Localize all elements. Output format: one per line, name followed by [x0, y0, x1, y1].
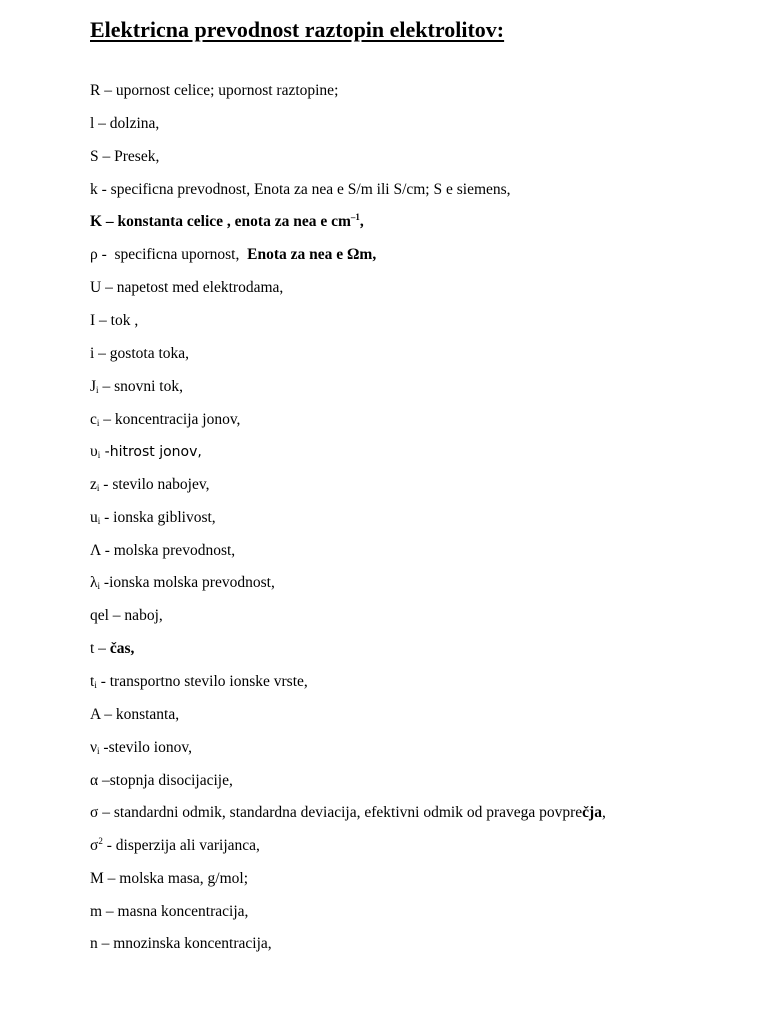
velocity-symbol: υ: [90, 443, 98, 460]
velocity-text: -hitrost jonov,: [100, 444, 202, 460]
std-deviation-tail: ,: [601, 804, 606, 821]
list-item-current-density: i – gostota toka,: [90, 345, 190, 362]
ionic-conductivity-text: -ionska molska prevodnost,: [100, 574, 275, 591]
list-item-velocity: [90, 442, 202, 462]
list-item-number-of-ions: [90, 738, 192, 758]
charge-number-subscript: i: [96, 483, 100, 493]
list-item-cell-constant: [90, 212, 364, 232]
list-item-variance: [90, 836, 260, 856]
flux-text: – snovni tok,: [98, 378, 183, 395]
list-item-mass-concentration: m – masna koncentracija,: [90, 903, 249, 920]
list-item-r: R – upornost celice; upornost raztopine;: [90, 82, 339, 99]
cell-constant-text: K – konstanta celice , enota za nea e cm: [90, 213, 351, 230]
std-deviation-lead: σ – standardni odmik, standardna deviacija, efektivni odmik od pravega povpre: [90, 804, 583, 821]
transport-text: - transportno stevilo ionske vrste,: [96, 673, 308, 690]
rho-unit: Enota za nea e Ωm,: [247, 246, 377, 263]
page-title: Elektricna prevodnost raztopin elektrolitov:: [90, 17, 505, 42]
list-item-std-deviation: [90, 803, 606, 823]
list-item-l: l – dolzina,: [90, 115, 160, 132]
list-item-concentration: [90, 410, 240, 430]
list-item-s: S – Presek,: [90, 148, 160, 165]
list-item-ionic-molar-conductivity: [90, 573, 275, 593]
flux-subscript: i: [96, 385, 99, 395]
ionic-conductivity-subscript: i: [97, 581, 101, 591]
list-item-rho: [90, 245, 376, 265]
charge-number-symbol: z: [90, 476, 97, 493]
list-item-flux: [90, 377, 183, 397]
cell-constant-exponent: –1: [350, 212, 360, 222]
ions-subscript: i: [97, 746, 100, 756]
list-item-time: [90, 639, 134, 659]
list-item-charge: qel – naboj,: [90, 607, 163, 624]
mobility-symbol: u: [90, 509, 98, 526]
variance-superscript: 2: [98, 836, 103, 846]
list-item-transport-number: [90, 672, 308, 692]
list-item-current: I – tok ,: [90, 312, 139, 329]
list-item-charge-number: [90, 475, 209, 495]
list-item-voltage: U – napetost med elektrodama,: [90, 279, 284, 296]
flux-symbol: J: [90, 378, 97, 395]
concentration-subscript: i: [96, 418, 100, 428]
time-lead: t –: [90, 640, 110, 657]
ionic-conductivity-symbol: λ: [90, 574, 98, 591]
variance-text: - disperzija ali varijanca,: [102, 837, 260, 854]
concentration-symbol: c: [90, 411, 97, 428]
ions-text: -stevilo ionov,: [99, 739, 192, 756]
rho-lead: ρ - specificna upornost,: [90, 246, 248, 263]
mobility-subscript: i: [97, 516, 101, 526]
cell-constant-tail: ,: [359, 213, 364, 230]
list-item-k: k - specificna prevodnost, Enota za nea e S/m ili S/cm; S e siemens,: [90, 181, 511, 198]
std-deviation-bold: čja: [582, 804, 602, 821]
ions-symbol: ν: [90, 739, 98, 756]
list-item-dissociation: α –stopnja disocijacije,: [90, 772, 233, 789]
list-item-constant: A – konstanta,: [90, 706, 180, 723]
list-item-molar-conductivity: Λ - molska prevodnost,: [90, 542, 236, 559]
concentration-text: – koncentracija jonov,: [99, 411, 241, 428]
mobility-text: - ionska giblivost,: [100, 509, 216, 526]
variance-symbol: σ: [90, 837, 99, 854]
transport-subscript: i: [94, 680, 97, 690]
list-item-mobility: [90, 508, 216, 528]
velocity-subscript: i: [97, 450, 101, 460]
charge-number-text: - stevilo nabojev,: [99, 476, 210, 493]
list-item-molar-mass: M – molska masa, g/mol;: [90, 870, 249, 887]
list-item-molar-concentration: n – mnozinska koncentracija,: [90, 935, 272, 952]
time-bold: čas,: [109, 640, 135, 657]
transport-symbol: t: [90, 673, 95, 690]
